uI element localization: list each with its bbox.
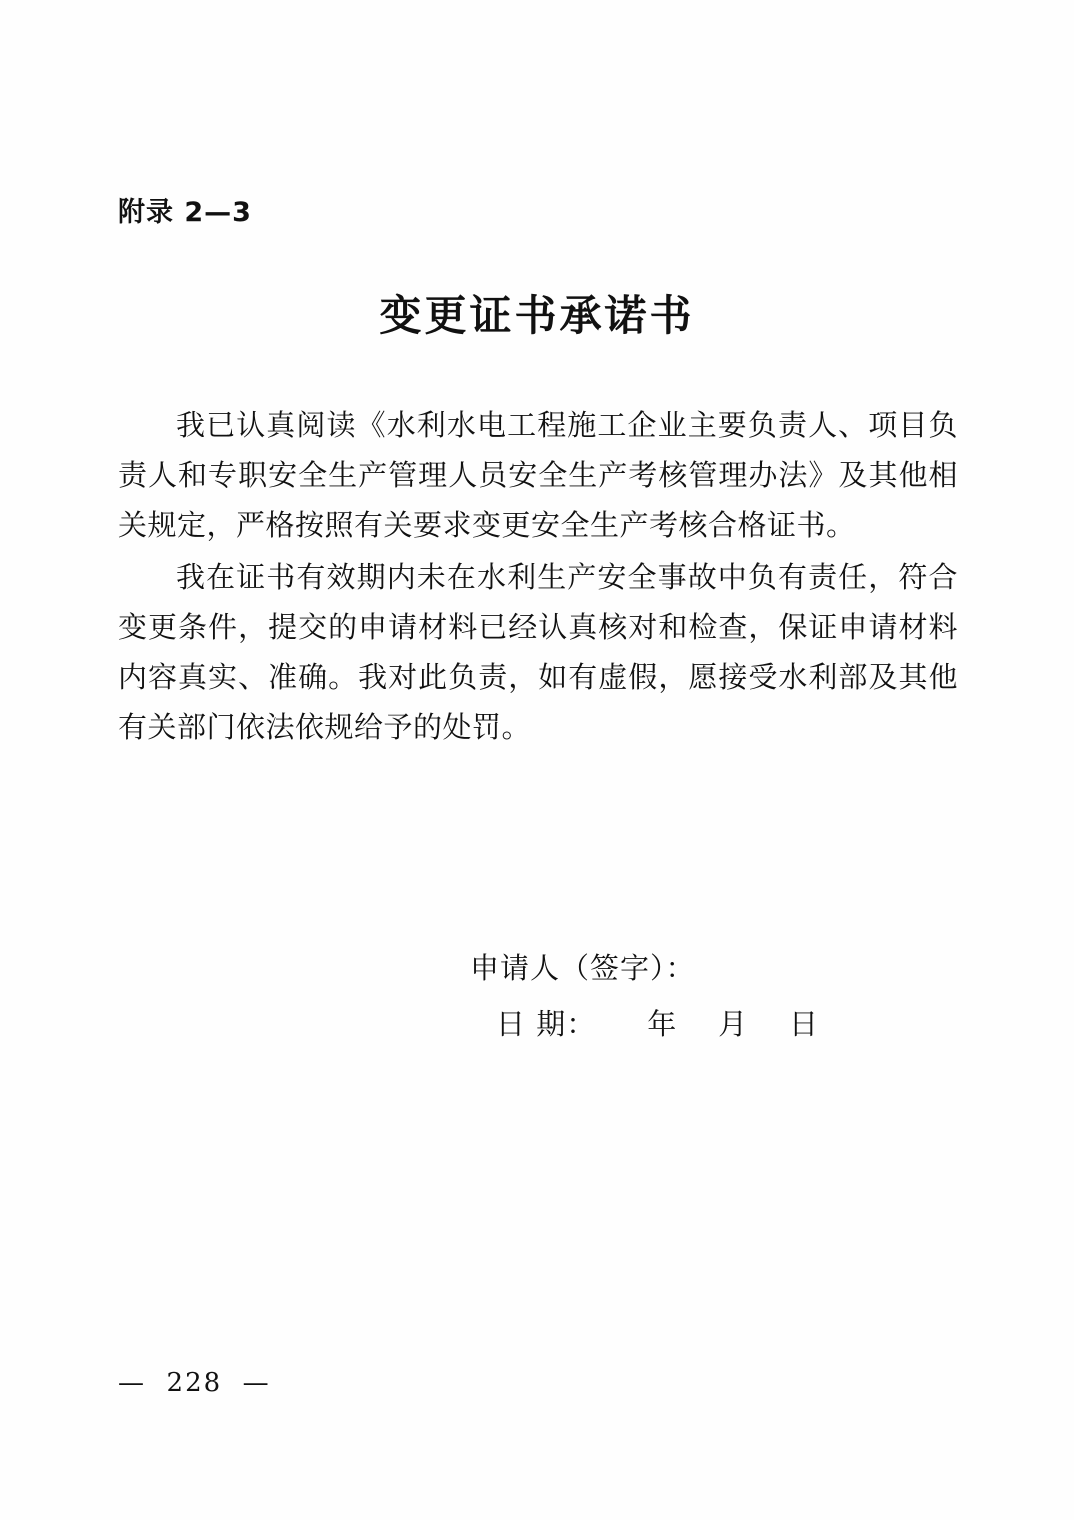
paragraph: 我已认真阅读《水利水电工程施工企业主要负责人、项目负责人和专职安全生产管理人员安全生产考核管理办法》及其他相关规定，严格按照有关要求变更安全生产考核合格证书。 (118, 408, 958, 542)
appendix-label: 附录 2—3 (118, 197, 252, 228)
date-line: 日 期： 年 月 日 (496, 1007, 820, 1041)
page-title: 变更证书承诺书 (379, 291, 695, 340)
body-text (118, 400, 958, 754)
page-number: — 228 — (118, 1368, 271, 1398)
applicant-signature-line: 申请人（签字）： (470, 951, 696, 985)
paragraph: 我在证书有效期内未在水利生产安全事故中负有责任，符合变更条件，提交的申请材料已经认真核对和检查，保证申请材料内容真实、准确。我对此负责，如有虚假，愿接受水利部及其他有关部门依法依规给予的处罚。 (118, 560, 958, 744)
signature-block (470, 940, 940, 1052)
